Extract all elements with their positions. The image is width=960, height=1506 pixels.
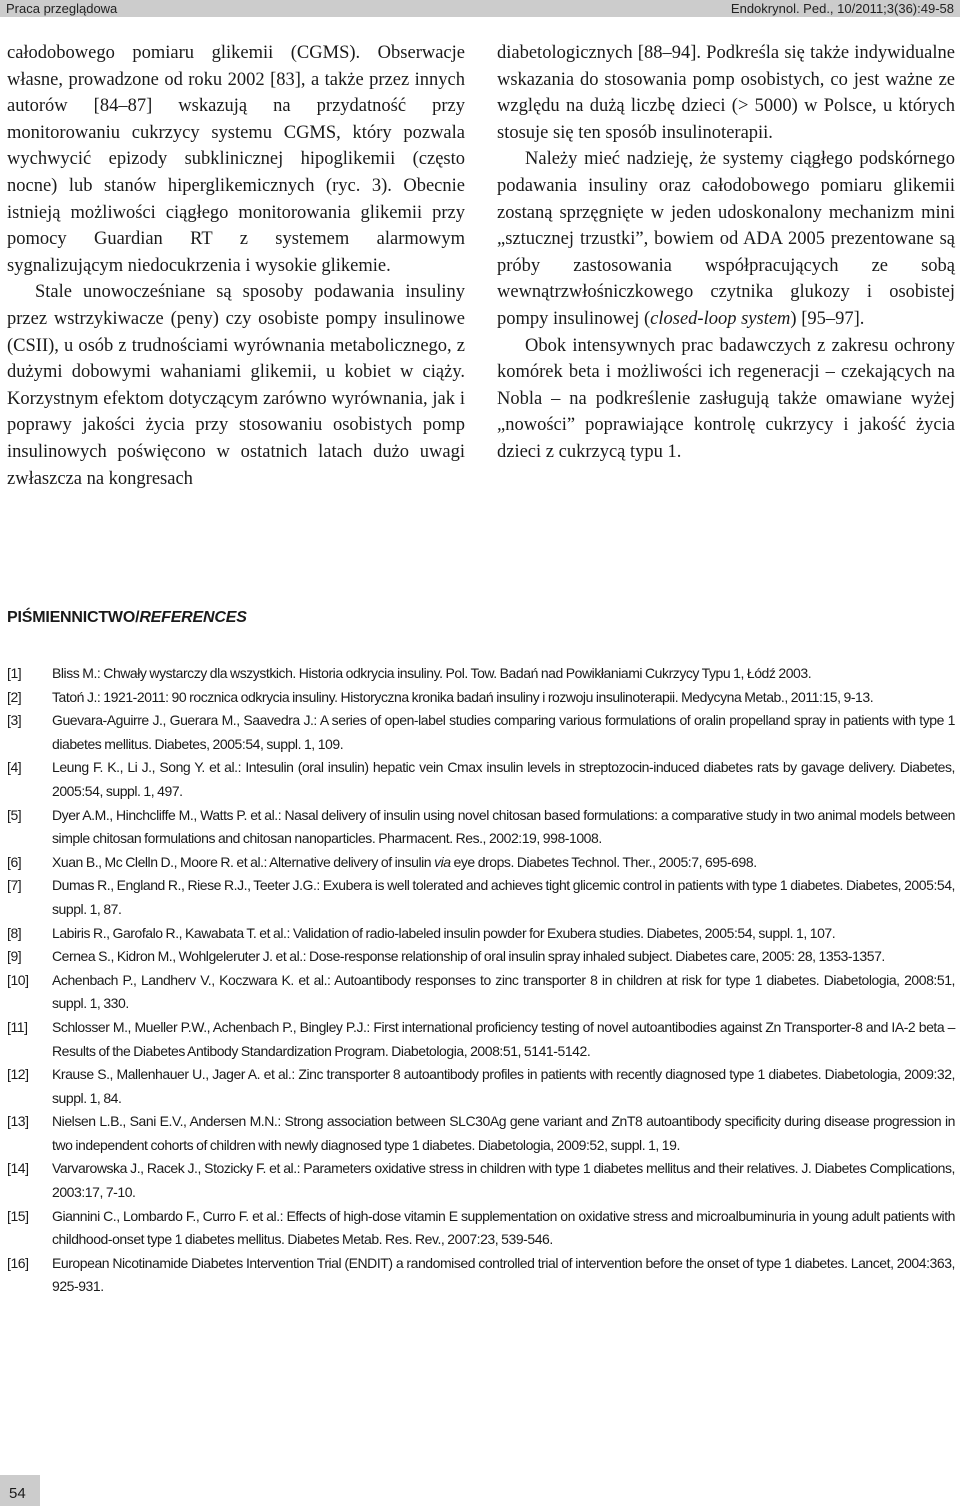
page-number: 54 [9,1485,26,1502]
reference-number: [4] [7,759,22,776]
reference-text: Cernea S., Kidron M., Wohlgeleruter J. et al.: Dose-response relationship of oral insulin spray inhaled subject. Diabetes care, 2005: 28, 1353-1357. [52,948,885,965]
references-heading-pl: PIŚMIENNICTWO/ [7,609,140,626]
reference-item [7,874,955,921]
reference-number: [10] [7,971,29,988]
reference-text [52,851,955,875]
reference-number: [14] [7,1160,29,1177]
reference-text-part: eye drops. Diabetes Technol. Ther., 2005:7, 695-698. [450,853,757,870]
references-list [7,662,955,1299]
body-text-italic: closed-loop system [650,308,791,329]
reference-number: [5] [7,806,22,823]
reference-text: Krause S., Mallenhauer U., Jager A. et al.: Zinc transporter 8 autoantibody profiles in patients with recently diagnosed type 1 diabetes. Diabetologia, 2009:32, suppl. 1, 84. [52,1066,955,1106]
reference-item [7,1157,955,1204]
body-paragraph: Obok intensywnych prac badawczych z zakresu ochrony komórek beta i możliwości ich regeneracji – czekających na Nobla – na podkreślenie zasługują także omawiane wyżej „nowości” poprawiające kontrolę cukrzycy i jakość życia dzieci z cukrzycą typu 1. [497,335,955,462]
body-paragraph: Stale unowocześniane są sposoby podawania insuliny przez wstrzykiwacze (peny) czy osobiste pompy insulinowe (CSII), u osób z trudnościami wyrównania metabolicznego, z dużymi dobowymi wahaniami glikemii, u kobiet w ciąży. Korzystnym efektom dotyczącym zarówno wyrównania, jak i poprawy jakości życia przy stosowaniu osobistych pomp insulinowych poświęcono w ostatnich latach dużo uwagi zwłaszcza na kongresach [7,282,465,489]
reference-text-part: Xuan B., Mc Clelln D., Moore R. et al.: Alternative delivery of insulin [52,853,435,870]
reference-number: [1] [7,665,22,681]
reference-item [7,1205,955,1252]
reference-number: [15] [7,1207,29,1224]
reference-item [7,851,955,875]
reference-number: [2] [7,688,22,705]
reference-item [7,1110,955,1157]
reference-number: [16] [7,1254,29,1271]
reference-number: [3] [7,712,22,729]
reference-text: Dyer A.M., Hinchcliffe M., Watts P. et al.: Nasal delivery of insulin using novel chitosan based formulations: a comparative study in two animal models between simple chitosan formulations and chitosan nanoparticles. Pharmacent. Res., 2002:19, 998-1008. [52,806,955,847]
references-heading-en: REFERENCES [139,609,247,626]
reference-item [7,1016,955,1063]
reference-item [7,662,955,686]
reference-item [7,922,955,946]
body-paragraph [497,146,955,332]
reference-number: [13] [7,1113,29,1130]
body-column-left [7,40,465,492]
body-text: ) [95–97]. [790,308,865,329]
reference-number: [11] [7,1018,28,1035]
reference-number: [6] [7,853,22,870]
reference-text: Giannini C., Lombardo F., Curro F. et al.: Effects of high-dose vitamin E supplementation on oxidative stress and microalbuminuria in young adult patients with childhood-onset type 1 diabetes mellitus. Diabetes Metab. Res. Rev., 2007:23, 539-546. [52,1207,955,1248]
reference-text: Nielsen L.B., Sani E.V., Andersen M.N.: Strong association between SLC30Ag gene variant and ZnT8 autoantibody specificity during disease progression in two independent cohorts of children with newly diagnosed type 1 diabetes. Diabetologia, 2009:52, suppl. 1, 19. [52,1113,955,1153]
reference-item [7,686,955,710]
reference-item [7,969,955,1016]
reference-text: Labiris R., Garofalo R., Kawabata T. et al.: Validation of radio-labeled insulin powder for Exubera studies. Diabetes, 2005:54, suppl. 1, 107. [52,924,836,941]
reference-item [7,756,955,803]
reference-item [7,1252,955,1299]
reference-text: Bliss M.: Chwały wystarczy dla wszystkich. Historia odkrycia insuliny. Pol. Tow. Badań nad Powikłaniami Cukrzycy Typu 1, Łódź 2003. [52,665,812,681]
reference-text: Dumas R., England R., Riese R.J., Teeter J.G.: Exubera is well tolerated and achieves tight glicemic control in patients with type 1 diabetes. Diabetes, 2005:54, suppl. 1, 87. [52,877,955,917]
reference-text: Guevara-Aguirre J., Guerara M., Saavedra J.: A series of open-label studies comparing various formulations of oralin propelland spray in patients with type 1 diabetes mellitus. Diabetes, 2005:54, suppl. 1, 109. [52,712,955,752]
reference-number: [12] [7,1066,29,1083]
reference-item [7,1063,955,1110]
reference-text-italic: via [434,853,451,870]
reference-text: Achenbach P., Landherv V., Koczwara K. et al.: Autoantibody responses to zinc transporter 8 in children at risk for type 1 diabetes. Diabetologia, 2008:51, suppl. 1, 330. [52,971,955,1012]
reference-number: [9] [7,948,22,965]
header-journal-citation: Endokrynol. Ped., 10/2011;3(36):49-58 [730,1,954,16]
reference-item [7,945,955,969]
reference-text: Schlosser M., Mueller P.W., Achenbach P., Bingley P.J.: First international proficiency testing of novel autoantibodies against Zn Transporter-8 and IA-2 beta – Results of the Diabetes Antibody Standardization Program. Diabetologia, 2008:51, 5141-5142. [52,1018,955,1059]
reference-number: [8] [7,924,22,941]
reference-text: Tatoń J.: 1921-2011: 90 rocznica odkrycia insuliny. Historyczna kronika badań insuliny i rozwoju insulinoterapii. Medycyna Metab., 2011:15, 9-13. [52,688,874,705]
reference-item [7,709,955,756]
body-column-right [497,40,955,466]
body-paragraph: diabetologicznych [88–94]. Podkreśla się także indywidualne wskazania do stosowania pomp osobistych, co jest ważne ze względu na dużą liczbę dzieci (> 5000) w Polsce, u których stosuje się ten sposób insulinoterapii. [497,43,955,143]
references-heading [7,609,247,627]
reference-number: [7] [7,877,22,894]
body-text: Należy mieć nadzieję, że systemy ciągłego podskórnego podawania insuliny oraz całodobowego pomiaru glikemii zostaną sprzęgnięte w jeden udoskonalony mechanizm mini „sztucznej trzustki”, bowiem od ADA 2005 prezentowane są próby zastosowania współpracujących ze sobą wewnątrzwłośniczkowego czytnika glukozy i osobistej pompy insulinowej ( [497,149,955,329]
reference-text: Varvarowska J., Racek J., Stozicky F. et al.: Parameters oxidative stress in children with type 1 diabetes mellitus and their relatives. J. Diabetes Complications, 2003:17, 7-10. [52,1160,955,1201]
reference-item [7,804,955,851]
header-section: Praca przeglądowa [6,1,118,16]
reference-text: Leung F. K., Li J., Song Y. et al.: Intesulin (oral insulin) hepatic vein Cmax insulin levels in streptozocin-induced diabetes rats by gavage delivery. Diabetes, 2005:54, suppl. 1, 497. [52,759,955,799]
running-header [0,0,960,17]
body-paragraph: całodobowego pomiaru glikemii (CGMS). Obserwacje własne, prowadzone od roku 2002 [83], a także przez innych autorów [84–87] wskazują na przydatność przy monitorowaniu cukrzycy systemu CGMS, który pozwala wychwycić epizody subklinicznej hipoglikemii (często nocne) lub stanów hiperglikemicznych (ryc. 3). Obecnie istnieją możliwości ciągłego monitorowania glikemii przy pomocy Guardian RT z systemem alarmowym sygnalizującym niedocukrzenia i wysokie glikemie. [7,43,465,276]
reference-text: European Nicotinamide Diabetes Intervention Trial (ENDIT) a randomised controlled trial of intervention before the onset of type 1 diabetes. Lancet, 2004:363, 925-931. [52,1254,955,1295]
